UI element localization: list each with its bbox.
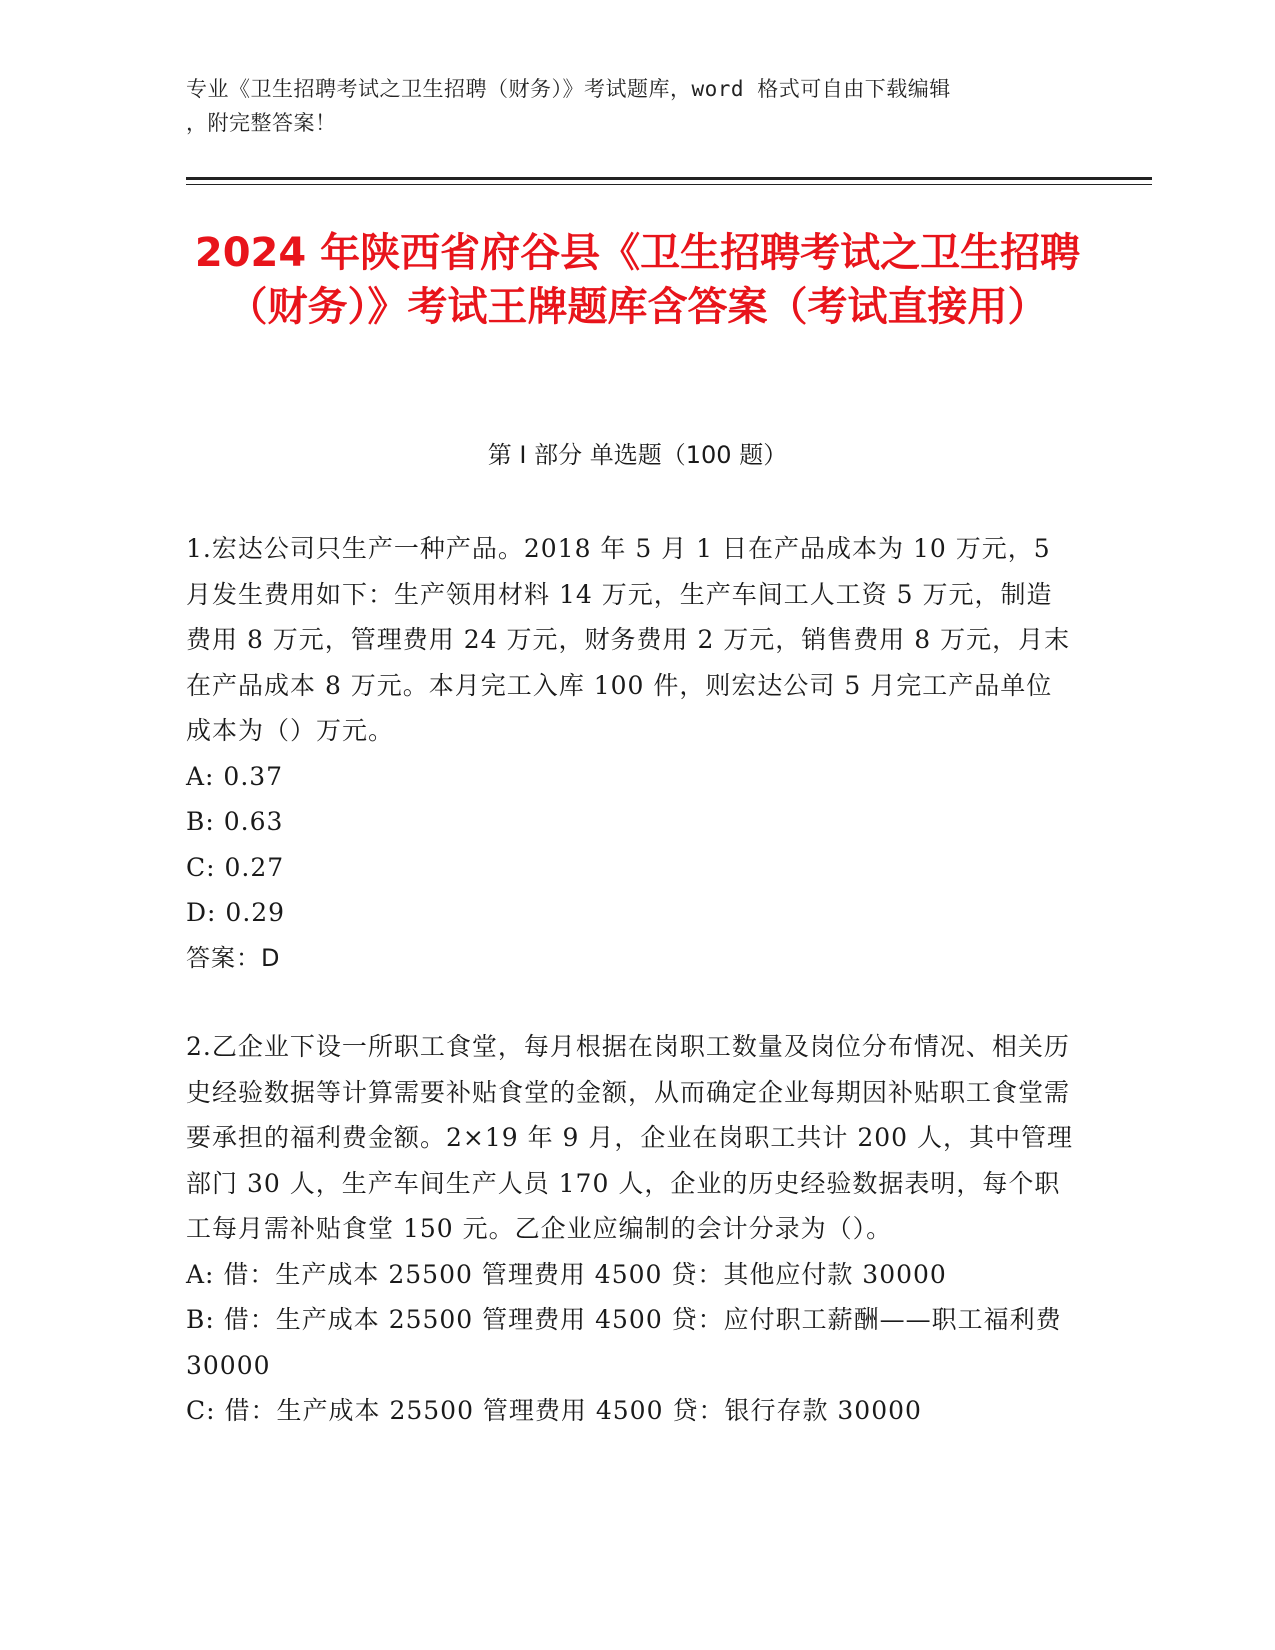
option-b: B: 借：生产成本 25500 管理费用 4500 贷：应付职工薪酬——职工福利费 30000 [186, 1305, 1062, 1380]
option-d: D: 0.29 [186, 898, 286, 927]
answer-line: 答案：D [186, 943, 281, 972]
option-c: C: 0.27 [186, 852, 285, 882]
section-heading: 第 I 部分 单选题（100 题） [487, 441, 788, 469]
question-stem: 1.宏达公司只生产一种产品。2018 年 5 月 1 日在产品成本为 10 万元，5 月发生费用如下：生产领用材料 14 万元，生产车间工人工资 5 万元，制造费用 8 万元，管理费用 24 万元，财务费用 2 万元，销售费用 8 万元，月末在产品成本 8 万元。本月完工入库 100 件，则宏达公司 5 月完工产品单位成本为（）万元。 [186, 534, 1071, 745]
document-title: 2024 年陕西省府谷县《卫生招聘考试之卫生招聘（财务）》考试王牌题库含答案（考试直接用） [194, 230, 1081, 330]
header-divider-thick [186, 177, 1152, 180]
header-divider-thin [186, 184, 1152, 185]
header-note-line1: 专业《卫生招聘考试之卫生招聘（财务）》考试题库，word 格式可自由下载编辑 [186, 77, 951, 101]
option-a: A: 0.37 [186, 761, 284, 791]
header-note [186, 72, 1066, 140]
question-stem: 2.乙企业下设一所职工食堂，每月根据在岗职工数量及岗位分布情况、相关历史经验数据等计算需要补贴食堂的金额，从而确定企业每期因补贴职工食堂需要承担的福利费金额。2×19 年 9 月，企业在岗职工共计 200 人，其中管理部门 30 人，生产车间生产人员 170 人，企业的历史经验数据表明，每个职工每月需补贴食堂 150 元。乙企业应编制的会计分录为（）。 [186, 1032, 1074, 1243]
question-2 [186, 1024, 1076, 1434]
option-a: A: 借：生产成本 25500 管理费用 4500 贷：其他应付款 30000 [186, 1259, 947, 1289]
option-b: B: 0.63 [186, 807, 284, 836]
option-c: C: 借：生产成本 25500 管理费用 4500 贷：银行存款 30000 [186, 1396, 922, 1425]
header-note-line2: ，附完整答案！ [186, 111, 337, 135]
question-1 [186, 526, 1076, 981]
